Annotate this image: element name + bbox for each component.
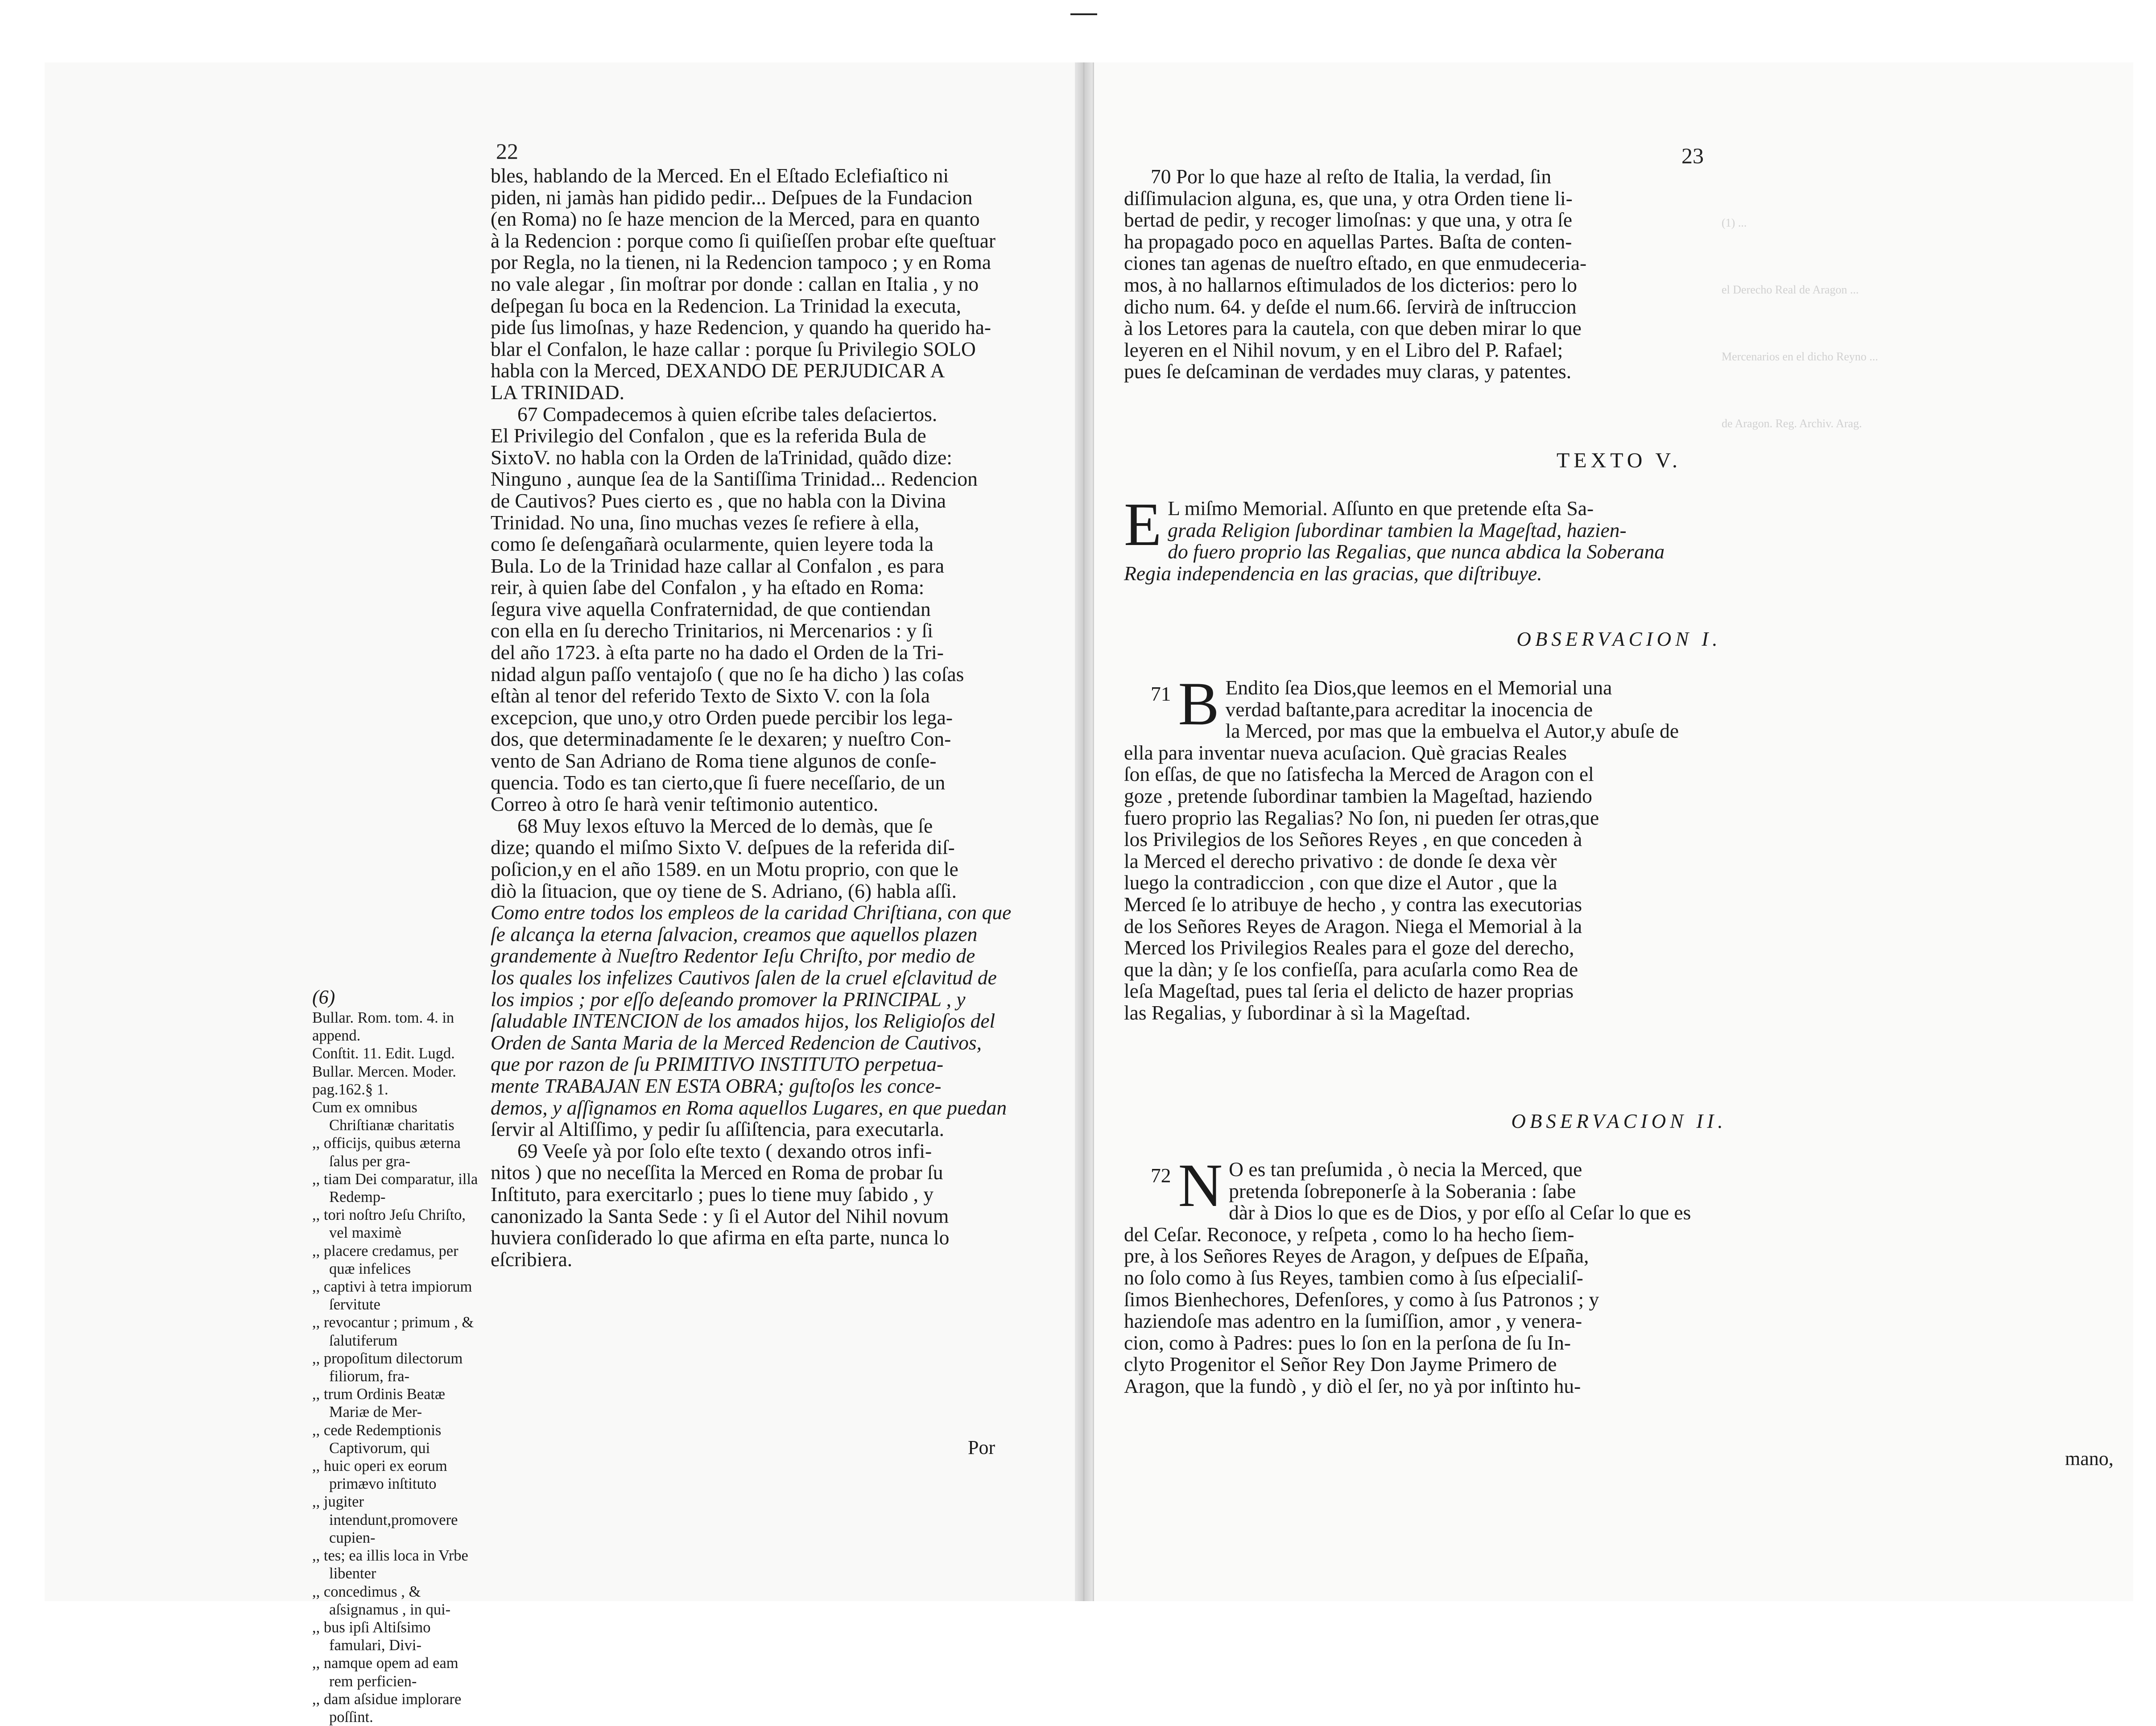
text-line: Como entre todos los empleos de la caridad Chriſtiana, con que [491,901,1012,924]
paragraph-number: 72 [1151,1164,1171,1187]
text-line: goze , pretende ſubordinar tambien la Mageſtad, haziendo [1124,784,1592,807]
text-line: Orden de Santa Maria de la Merced Redencion de Cautivos, [491,1031,982,1054]
text-line: dize; quando el miſmo Sixto V. deſpues de la referida diſ- [491,836,955,859]
text-line: con ella en ſu derecho Trinitarios, ni Mercenarios : y ſi [491,619,933,642]
text-line: poſicion,y en el año 1589. en un Motu proprio, con que le [491,858,958,880]
text-line: diò la ſituacion, que oy tiene de S. Adriano, (6) habla aſſi. [491,879,957,902]
text-line: ella para inventar nueva acuſacion. Què gracias Reales [1124,741,1567,764]
text-line: O es tan preſumida , ò necia la Merced, que [1229,1158,1582,1181]
text-line: dàr à Dios lo que es de Dios, y por eſſo al Ceſar lo que es [1229,1201,1691,1224]
text-line: ſaludable INTENCION de los amados hijos, los Religioſos del [491,1009,995,1032]
text-line: pide ſus limoſnas, y haze Redencion, y quando ha querido ha- [491,316,991,339]
footnote-block [312,1009,482,1726]
text-line: canonizado la Santa Sede : y ſi el Autor del Nihil novum [491,1204,949,1227]
footnote-line: ,, cede Redemptionis Captivorum, qui [312,1421,442,1457]
text-line: huviera conſiderado lo que afirma en eſta parte, nunca lo [491,1226,950,1249]
text-line: à la Redencion : porque como ſi quiſieſſen probar eſte queſtuar [491,229,996,252]
text-line: que por razon de ſu PRIMITIVO INSTITUTO perpetua- [491,1053,944,1076]
text-line: 69 Veeſe yà por ſolo eſte texto ( dexando otros infi- [517,1139,932,1162]
text-line: del año 1723. à eſta parte no ha dado el Orden de la Tri- [491,641,944,664]
heading-observacion-1: OBSERVACION I. [1516,628,1722,650]
text-line: SixtoV. no habla con la Orden de laTrinidad, quãdo dize: [491,446,952,469]
text-line: del Ceſar. Reconoce, y reſpeta , como lo ha hecho ſiem- [1124,1222,1574,1246]
footnote-line: ,, huic operi ex eorum primævo inſtituto [312,1458,447,1493]
text-line: ciones tan agenas de nueſtro eſtado, en que enmudeceria- [1124,252,1587,275]
text-line: Merced los Privilegios Reales para el goze del derecho, [1124,936,1574,959]
text-line: de Cautivos? Pues cierto es , que no habla con la Divina [491,489,946,512]
text-line: haziendoſe mas adentro en la ſumiſſion, amor , y venera- [1124,1309,1582,1333]
text-line: demos, y aſſignamos en Roma aquellos Lugares, en que puedan [491,1096,1007,1119]
text-line: Regia independencia en las gracias, que diſtribuye. [1124,562,1542,585]
text-line: cion, como à Padres: pues lo ſon en la perſona de ſu In- [1124,1331,1571,1354]
text-line: dos, que determinadamente ſe le dexaren; y nueſtro Con- [491,727,951,751]
text-line: la Merced, por mas que la embuelva el Autor,y abuſe de [1225,719,1679,743]
text-line: que la dàn; y ſe los confieſſa, para acuſarla como Rea de [1124,958,1578,981]
heading-texto-v: TEXTO V. [1556,449,1682,472]
text-line: diſſimulacion alguna, es, que una, y otra Orden tiene li- [1124,186,1573,210]
text-line: habla con la Merced, DEXANDO DE PERJUDICAR A [491,359,945,382]
text-line: grandemente à Nueſtro Redentor Ieſu Chriſto, por medio de [491,944,975,967]
text-line: mos, à no hallarnos eſtimulados de los dicterios: pero lo [1124,273,1577,296]
footnote-line: Cum ex omnibus Chriſtianæ charitatis [312,1099,454,1134]
text-line: LA TRINIDAD. [491,380,624,404]
footnote-line: ,, revocantur ; primum , & ſalutiferum [312,1314,474,1349]
text-line: deſpegan ſu boca en la Redencion. La Trinidad la executa, [491,294,961,317]
text-line: 70 Por lo que haze al reſto de Italia, la verdad, ſin [1151,165,1552,188]
text-line: los Privilegios de los Señores Reyes , en que conceden à [1124,828,1582,851]
text-line: no vale alegar , ſin moſtrar por donde : callan en Italia , y no [491,272,979,295]
texto-v-paragraph [1124,490,2114,585]
text-line: clyto Progenitor el Señor Rey Don Jayme Primero de [1124,1353,1557,1376]
text-line: pues ſe deſcaminan de verdades muy claras, y patentes. [1124,360,1572,383]
text-line: vento de San Adriano de Roma tiene algunos de conſe- [491,749,937,772]
catchword-left: Por [968,1437,995,1458]
text-line: Trinidad. No una, ſino muchas vezes ſe refiere à ella, [491,511,920,534]
text-line: ſegura vive aquella Confraternidad, de que contiendan [491,597,931,620]
text-line: reir, à quien ſabe del Confalon , y ha eſtado en Roma: [491,576,925,599]
text-line: Correo à otro ſe harà venir teſtimonio autentico. [491,793,879,816]
drop-capital: N [1178,1151,1223,1219]
footnote-line: ,, tori noſtro Jeſu Chriſto, vel maximè [312,1206,466,1242]
text-line: ha propagado poco en aquellas Partes. Baſta de conten- [1124,230,1572,253]
footnote-line: ,, dam aſsidue implorare poſſint. [312,1690,462,1726]
text-line: Merced ſe lo atribuye de hecho , y contra las executorias [1124,892,1582,916]
text-line: blar el Confalon, le haze callar : porque ſu Privilegio SOLO [491,337,976,360]
text-line: Aragon, que la fundò , y diò el ſer, no yà por inſtinto hu- [1124,1374,1581,1397]
bleed-line: el Derecho Real de Aragon ... [1722,283,1859,296]
text-line: los impios ; por eſſo deſeando promover la PRINCIPAL , y [491,987,966,1011]
text-line: El Privilegio del Confalon , que es la referida Bula de [491,424,926,447]
text-line: nidad algun paſſo ventajoſo ( que no ſe ha dicho ) las coſas [491,662,964,685]
text-line: Ninguno , aunque ſea de la Santiſſima Trinidad... Redencion [491,467,978,491]
footnote-line: ,, placere credamus, per quæ infelices [312,1242,458,1277]
footnote-marker: (6) [312,986,335,1008]
text-line: ſimos Bienhechores, Defenſores, y como à ſus Patronos ; y [1124,1288,1599,1311]
footnote-line: ,, tiam Dei comparatur, illa Redemp- [312,1170,478,1206]
footnote-line: ,, propoſitum dilectorum filiorum, fra- [312,1350,463,1385]
footnote-line: ,, bus ipſi Altiſsimo famulari, Divi- [312,1619,431,1654]
text-line: nitos ) que no neceſſita la Merced en Roma de probar ſu [491,1161,943,1184]
text-line: L miſmo Memorial. Aſſunto en que pretende eſta Sa- [1168,497,1594,520]
text-line: Inſtituto, para exercitarlo ; pues lo tiene muy ſabido , y [491,1182,934,1206]
text-line: de los Señores Reyes de Aragon. Niega el Memorial à la [1124,914,1582,937]
text-line: Endito ſea Dios,que leemos en el Memorial una [1225,676,1612,699]
text-line: las Regalias, y ſubordinar à sì la Mageſtad. [1124,1001,1471,1024]
text-line: leyeren en el Nihil novum, y en el Libro del P. Rafael; [1124,338,1563,361]
page-number-right: 23 [1681,143,1704,168]
catchword-right: mano, [2065,1448,2114,1470]
text-line: ſon eſſas, de que no ſatisfecha la Merced de Aragon con el [1124,763,1594,786]
text-line: grada Religion ſubordinar tambien la Mageſtad, hazien- [1168,518,1627,541]
text-line: luego la contradiccion , con que dize el Autor , que la [1124,871,1557,894]
text-line: fuero proprio las Regalias? No ſon, ni pueden ſer otras,que [1124,806,1599,829]
drop-capital: B [1178,669,1219,738]
footnote-line: ,, captivi à tetra impiorum ſervitute [312,1278,472,1313]
text-line: (en Roma) no ſe haze mencion de la Merced, para en quanto [491,207,980,231]
text-line: piden, ni jamàs han pidido pedir... Deſpues de la Fundacion [491,186,973,209]
footnote-line: ,, concedimus , & aſsignamus , in qui- [312,1583,451,1618]
text-line: do fuero proprio las Regalias, que nunca abdica la Soberana [1168,540,1665,563]
book-gutter [1075,62,1093,1601]
text-line: pretenda ſobreponerſe à la Soberania : ſabe [1229,1179,1576,1202]
bleed-line: (1) ... [1722,216,1747,229]
text-line: leſa Mageſtad, pues tal ſeria el delicto de hazer proprias [1124,979,1574,1003]
text-line: excepcion, que uno,y otro Orden puede percibir los lega- [491,706,953,729]
text-line: como ſe deſengañarà ocularmente, quien leyere toda la [491,533,933,556]
footnote-line: ,, namque opem ad eam rem perficien- [312,1655,458,1690]
text-line: bertad de pedir, y recoger limoſnas: y que una, y otra ſe [1124,208,1573,231]
heading-observacion-2: OBSERVACION II. [1511,1110,1727,1132]
footnote-line: ,, tes; ea illis loca in Vrbe libenter [312,1547,468,1582]
paragraph-70 [1124,166,2114,383]
footnote-line: ,, trum Ordinis Beatæ Mariæ de Mer- [312,1386,446,1421]
text-line: à los Letores para la cautela, con que deben mirar lo que [1124,317,1582,340]
text-line: la Merced el derecho privativo : de donde ſe dexa vèr [1124,849,1557,872]
page-number-left: 22 [496,139,518,164]
text-line: 68 Muy lexos eſtuvo la Merced de lo demàs, que ſe [517,814,933,837]
drop-capital: E [1124,490,1162,558]
footnote-line: Bullar. Rom. tom. 4. in append. [312,1009,454,1045]
text-line: 67 Compadecemos à quien eſcribe tales deſaciertos. [517,402,938,425]
text-line: bles, hablando de la Merced. En el Eſtado Eclefiaſtico ni [491,164,949,187]
text-line: eſcribiera. [491,1247,573,1271]
scan-edge-mark [1070,13,1097,15]
bleed-line: Mercenarios en el dicho Reyno ... [1722,350,1878,363]
footnote-line: ,, officijs, quibus æterna ſalus per gra- [312,1135,461,1170]
text-line: los quales los infelizes Cautivos ſalen de la cruel eſclavitud de [491,966,997,989]
left-page-body [491,165,1035,1270]
text-line: eſtàn al tenor del referido Texto de Sixto V. con la ſola [491,684,930,707]
bleed-line: de Aragon. Reg. Archiv. Arag. [1722,417,1862,430]
text-line: dicho num. 64. y deſde el num.66. ſervirà de inſtruccion [1124,295,1577,318]
text-line: ſe alcança la eterna ſalvacion, creamos que aquellos plazen [491,922,978,946]
observacion-2-paragraph [1124,1151,2114,1397]
observacion-1-paragraph [1124,669,2114,1024]
footnote-line: Bullar. Mercen. Moder. pag.162.§ 1. [312,1063,456,1098]
text-line: mente TRABAJAN EN ESTA OBRA; guſtoſos les conce- [491,1074,942,1097]
footnote-line: Conſtit. 11. Edit. Lugd. [312,1045,455,1062]
text-line: Bula. Lo de la Trinidad haze callar al Confalon , es para [491,554,945,577]
text-line: ſervir al Altiſſimo, y pedir ſu aſſiſtencia, para executarla. [491,1118,945,1141]
text-line: pre, à los Señores Reyes de Aragon, y deſpues de Eſpaña, [1124,1244,1589,1268]
text-line: quencia. Todo es tan cierto,que ſi fuere neceſſario, de un [491,771,946,794]
text-line: por Regla, no la tienen, ni la Redencion tampoco ; y en Roma [491,251,991,274]
text-line: verdad baſtante,para acreditar la inocencia de [1225,698,1593,721]
footnote-line: ,, jugiter intendunt,promovere cupien- [312,1493,458,1546]
paragraph-number: 71 [1151,682,1171,705]
text-line: no ſolo como à ſus Reyes, tambien como à ſus eſpecialiſ- [1124,1266,1583,1289]
